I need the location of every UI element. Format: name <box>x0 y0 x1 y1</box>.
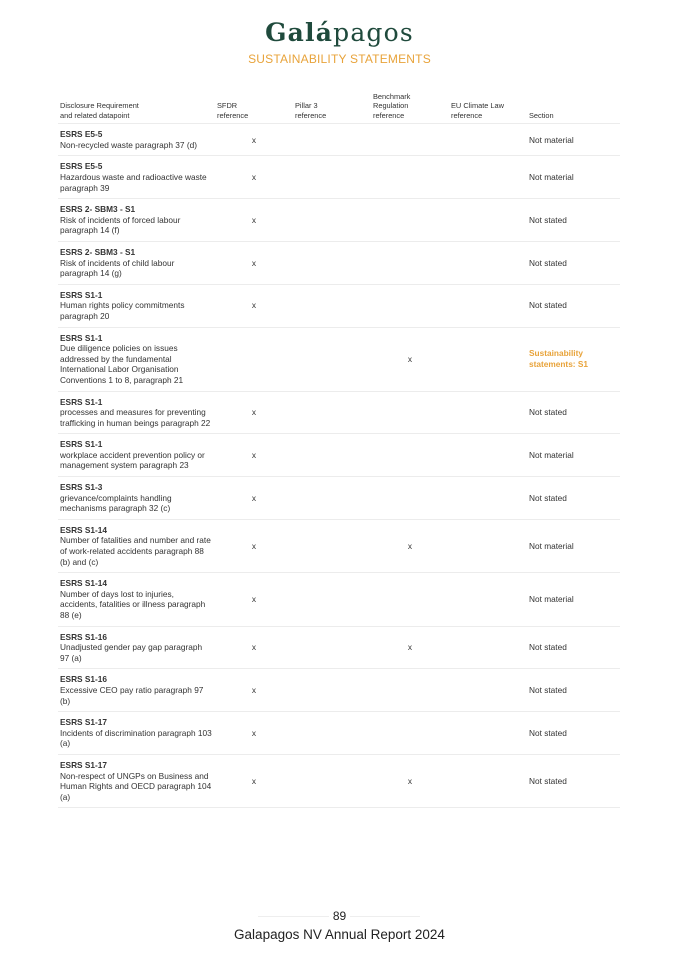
table-row <box>58 124 620 156</box>
section-status: Not stated <box>527 626 620 669</box>
eu-climate-mark <box>449 519 527 572</box>
disclosure-description: Unadjusted gender pay gap paragraph 97 (a) <box>60 642 203 663</box>
pillar3-mark <box>293 391 371 434</box>
sfdr-mark: x <box>215 754 293 807</box>
benchmark-mark <box>371 241 449 284</box>
sfdr-mark: x <box>215 712 293 755</box>
benchmark-mark <box>371 669 449 712</box>
disclosure-description: processes and measures for preventing trafficking in human beings paragraph 22 <box>60 407 211 428</box>
benchmark-mark <box>371 199 449 242</box>
disclosure-cell <box>58 124 215 156</box>
benchmark-mark <box>371 434 449 477</box>
col-benchmark-header: Benchmark Regulation reference <box>371 92 449 124</box>
section-status: Not material <box>527 573 620 626</box>
page-number <box>0 909 679 923</box>
benchmark-mark <box>371 391 449 434</box>
pillar3-mark <box>293 626 371 669</box>
disclosure-description: Risk of incidents of child labour paragraph 14 (g) <box>60 257 175 279</box>
eu-climate-mark <box>449 124 527 156</box>
table-row <box>58 156 620 199</box>
pillar3-mark <box>293 124 371 156</box>
logo-suffix: pagos <box>333 18 414 47</box>
logo-prefix: Galá <box>265 18 334 47</box>
benchmark-mark: x <box>371 519 449 572</box>
eu-climate-mark <box>449 712 527 755</box>
table-row <box>58 754 620 807</box>
pillar3-mark <box>293 573 371 626</box>
col-section-header: Section <box>527 92 620 124</box>
disclosure-code: ESRS S1-17 <box>60 717 108 728</box>
section-status: Not stated <box>527 241 620 284</box>
table-row <box>58 669 620 712</box>
eu-climate-mark <box>449 626 527 669</box>
eu-climate-mark <box>449 669 527 712</box>
pillar3-mark <box>293 199 371 242</box>
sfdr-mark: x <box>215 156 293 199</box>
table-body <box>58 124 620 808</box>
disclosure-cell <box>58 241 215 284</box>
disclosure-cell <box>58 434 215 477</box>
eu-climate-mark <box>449 156 527 199</box>
disclosure-cell <box>58 391 215 434</box>
eu-climate-mark <box>449 754 527 807</box>
section-status: Not material <box>527 124 620 156</box>
sfdr-mark: x <box>215 199 293 242</box>
pillar3-mark <box>293 712 371 755</box>
report-title: Galapagos NV Annual Report 2024 <box>234 927 445 942</box>
eu-climate-mark <box>449 391 527 434</box>
disclosure-code: ESRS S1-16 <box>60 631 108 642</box>
disclosure-cell <box>58 573 215 626</box>
eu-climate-mark <box>449 241 527 284</box>
eu-climate-mark <box>449 327 527 391</box>
sfdr-mark: x <box>215 669 293 712</box>
sfdr-mark <box>215 327 293 391</box>
sfdr-mark: x <box>215 573 293 626</box>
section-subtitle: SUSTAINABILITY STATEMENTS <box>248 52 431 66</box>
benchmark-mark: x <box>371 754 449 807</box>
section-status: Not stated <box>527 754 620 807</box>
disclosure-code: ESRS S1-1 <box>60 332 103 343</box>
section-status: Not material <box>527 519 620 572</box>
disclosure-code: ESRS S1-17 <box>60 759 108 770</box>
disclosure-cell <box>58 519 215 572</box>
sfdr-mark: x <box>215 241 293 284</box>
benchmark-mark <box>371 573 449 626</box>
pillar3-mark <box>293 156 371 199</box>
disclosure-cell <box>58 754 215 807</box>
sfdr-mark: x <box>215 434 293 477</box>
table-row <box>58 434 620 477</box>
table-row <box>58 391 620 434</box>
disclosure-code: ESRS S1-14 <box>60 578 108 589</box>
eu-climate-mark <box>449 284 527 327</box>
benchmark-mark <box>371 712 449 755</box>
eu-climate-mark <box>449 573 527 626</box>
sfdr-mark: x <box>215 626 293 669</box>
sfdr-mark: x <box>215 519 293 572</box>
table-header-row <box>58 92 620 124</box>
pillar3-mark <box>293 434 371 477</box>
disclosure-description: Risk of incidents of forced labour paragraph 14 (f) <box>60 214 181 236</box>
disclosure-cell <box>58 327 215 391</box>
disclosure-cell <box>58 284 215 327</box>
table-row <box>58 712 620 755</box>
benchmark-mark: x <box>371 327 449 391</box>
table-row <box>58 327 620 391</box>
benchmark-mark <box>371 477 449 520</box>
section-status: Not stated <box>527 477 620 520</box>
disclosure-code: ESRS E5-5 <box>60 129 103 140</box>
disclosure-cell <box>58 712 215 755</box>
table-row <box>58 519 620 572</box>
col-disclosure-header: Disclosure Requirement and related datapoint <box>58 92 215 124</box>
benchmark-mark <box>371 124 449 156</box>
company-logo <box>0 18 679 47</box>
disclosure-description: grievance/complaints handling mechanisms paragraph 32 (c) <box>60 492 172 514</box>
col-eu-climate-header: EU Climate Law reference <box>449 92 527 124</box>
pillar3-mark <box>293 669 371 712</box>
eu-climate-mark <box>449 199 527 242</box>
sfdr-mark: x <box>215 124 293 156</box>
table-row <box>58 241 620 284</box>
pillar3-mark <box>293 284 371 327</box>
disclosure-description: Due diligence policies on issues addressed by the fundamental International Labor Organisation Conventions 1 to 8, paragraph 21 <box>60 343 184 385</box>
eu-climate-mark <box>449 434 527 477</box>
disclosure-code: ESRS 2- SBM3 - S1 <box>60 204 136 215</box>
section-status: Not stated <box>527 199 620 242</box>
benchmark-mark <box>371 156 449 199</box>
pillar3-mark <box>293 754 371 807</box>
section-status: Not material <box>527 434 620 477</box>
sfdr-mark: x <box>215 477 293 520</box>
pillar3-mark <box>293 327 371 391</box>
benchmark-mark: x <box>371 626 449 669</box>
pillar3-mark <box>293 241 371 284</box>
eu-climate-mark <box>449 477 527 520</box>
disclosure-cell <box>58 626 215 669</box>
disclosure-code: ESRS E5-5 <box>60 161 103 172</box>
benchmark-mark <box>371 284 449 327</box>
disclosure-cell <box>58 199 215 242</box>
disclosure-code: ESRS S1-16 <box>60 674 108 685</box>
table-row <box>58 477 620 520</box>
disclosure-code: ESRS S1-1 <box>60 289 103 300</box>
disclosure-code: ESRS S1-1 <box>60 396 103 407</box>
pillar3-mark <box>293 519 371 572</box>
disclosure-description: Human rights policy commitments paragraph 20 <box>60 300 185 321</box>
disclosure-table <box>58 92 620 808</box>
disclosure-description: workplace accident prevention policy or management system paragraph 23 <box>60 449 205 471</box>
section-link[interactable]: Sustainability statements: S1 <box>527 327 620 391</box>
disclosure-cell <box>58 156 215 199</box>
section-status: Not stated <box>527 669 620 712</box>
col-sfdr-header: SFDR reference <box>215 92 293 124</box>
disclosure-description: Incidents of discrimination paragraph 103 (a) <box>60 727 212 749</box>
col-pillar3-header: Pillar 3 reference <box>293 92 371 124</box>
disclosure-description: Non-recycled waste paragraph 37 (d) <box>60 139 197 150</box>
table-row <box>58 626 620 669</box>
table-row <box>58 199 620 242</box>
disclosure-cell <box>58 669 215 712</box>
pillar3-mark <box>293 477 371 520</box>
section-status: Not material <box>527 156 620 199</box>
sfdr-mark: x <box>215 284 293 327</box>
disclosure-code: ESRS 2- SBM3 - S1 <box>60 246 136 257</box>
disclosure-cell <box>58 477 215 520</box>
disclosure-code: ESRS S1-14 <box>60 524 108 535</box>
table-row <box>58 573 620 626</box>
table-row <box>58 284 620 327</box>
disclosure-description: Hazardous waste and radioactive waste paragraph 39 <box>60 172 207 193</box>
disclosure-code: ESRS S1-1 <box>60 439 103 450</box>
section-status: Not stated <box>527 284 620 327</box>
section-status: Not stated <box>527 712 620 755</box>
disclosure-description: Excessive CEO pay ratio paragraph 97 (b) <box>60 684 204 706</box>
sfdr-mark: x <box>215 391 293 434</box>
disclosure-description: Number of fatalities and number and rate of work-related accidents paragraph 88 (b) and (c) <box>60 535 211 567</box>
section-status: Not stated <box>527 391 620 434</box>
disclosure-code: ESRS S1-3 <box>60 482 103 493</box>
disclosure-description: Non-respect of UNGPs on Business and Human Rights and OECD paragraph 104 (a) <box>60 770 212 802</box>
page-number-text: 89 <box>329 909 350 923</box>
disclosure-description: Number of days lost to injuries, accidents, fatalities or illness paragraph 88 (e) <box>60 588 206 620</box>
